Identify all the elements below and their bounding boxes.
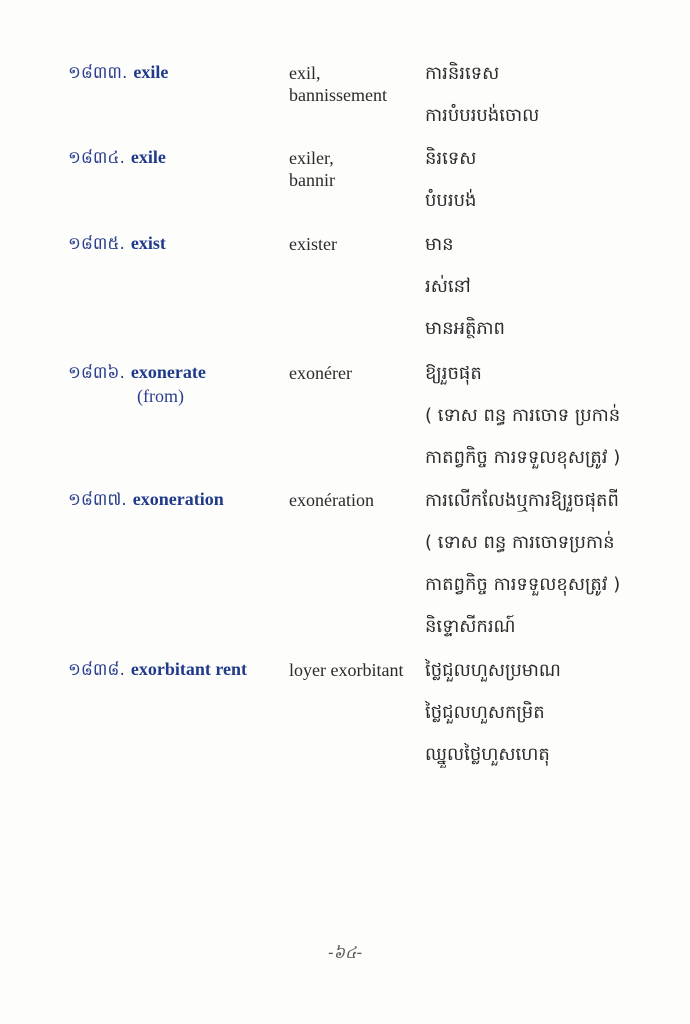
khmer-line: មាន: [425, 234, 454, 255]
entry-number: ១៨៣៤.: [68, 148, 125, 168]
entry-number: ១៨៣៦.: [68, 363, 125, 383]
entry-term: exist: [130, 233, 166, 253]
khmer-line: កាតព្វកិច្ច ការទទួលខុសត្រូវ ): [425, 447, 621, 468]
french-line: bannissement: [289, 85, 387, 105]
french-line: exil,: [289, 63, 321, 83]
french-translation: [289, 489, 419, 511]
entry-heading: [68, 362, 206, 387]
french-line: loyer exorbitant: [289, 660, 404, 680]
khmer-line: បំបរបង់: [425, 190, 477, 211]
khmer-translation: [425, 62, 685, 146]
khmer-line: ការបំបរបង់ចោល: [425, 105, 540, 126]
khmer-line: ឱ្យរួចផុត: [425, 363, 482, 384]
khmer-translation: [425, 362, 685, 488]
entry-heading: [68, 489, 224, 514]
khmer-translation: [425, 659, 685, 785]
french-line: exonérer: [289, 363, 352, 383]
khmer-line: ការលើកលែងឬការឱ្យរួចផុតពី: [425, 490, 619, 511]
french-translation: [289, 659, 419, 681]
french-translation: [289, 362, 419, 384]
entry-term: exile: [133, 62, 169, 82]
entry-term: exorbitant rent: [130, 659, 248, 679]
french-translation: [289, 233, 419, 255]
entry-term: exoneration: [132, 489, 224, 509]
french-line: exister: [289, 234, 337, 254]
khmer-line: កាតព្វកិច្ច ការទទួលខុសត្រូវ ): [425, 574, 621, 595]
entry-term: exonerate: [130, 362, 206, 382]
khmer-line: ថ្លៃជួលហួសប្រមាណ: [425, 660, 561, 681]
khmer-line: ការនិរទេស: [425, 63, 500, 84]
page-number: -៦៤-: [327, 943, 363, 962]
khmer-line: ( ទោស ពន្ធ ការចោទប្រកាន់: [425, 532, 615, 553]
khmer-translation: [425, 489, 685, 657]
entry-number: ១៨៣៣.: [68, 63, 128, 83]
french-line: bannir: [289, 170, 335, 190]
entry-term: exile: [130, 147, 166, 167]
entry-heading: [68, 147, 166, 172]
khmer-line: ( ទោស ពន្ធ ការចោទ ប្រកាន់: [425, 405, 621, 426]
entry-qualifier: (from): [137, 386, 184, 406]
french-line: exiler,: [289, 148, 334, 168]
khmer-line: និទ្ទោសីករណ៍: [425, 616, 516, 637]
khmer-line: រស់នៅ: [425, 276, 471, 297]
entry-heading: [68, 62, 168, 87]
french-translation: [289, 147, 419, 191]
khmer-line: និរទេស: [425, 148, 477, 169]
entry-heading: [68, 233, 166, 258]
khmer-translation: [425, 233, 685, 359]
khmer-line: មានអត្ថិភាព: [425, 318, 505, 339]
khmer-line: ឈ្នួលថ្លៃហួសហេតុ: [425, 744, 550, 765]
french-line: exonération: [289, 490, 374, 510]
entry-number: ១៨៣៨.: [68, 660, 125, 680]
entry-heading: [68, 659, 247, 684]
khmer-line: ថ្លៃជួលហួសកម្រិត: [425, 702, 545, 723]
french-translation: [289, 62, 419, 106]
khmer-translation: [425, 147, 685, 231]
entry-number: ១៨៣៥.: [68, 234, 125, 254]
entry-number: ១៨៣៧.: [68, 490, 127, 510]
